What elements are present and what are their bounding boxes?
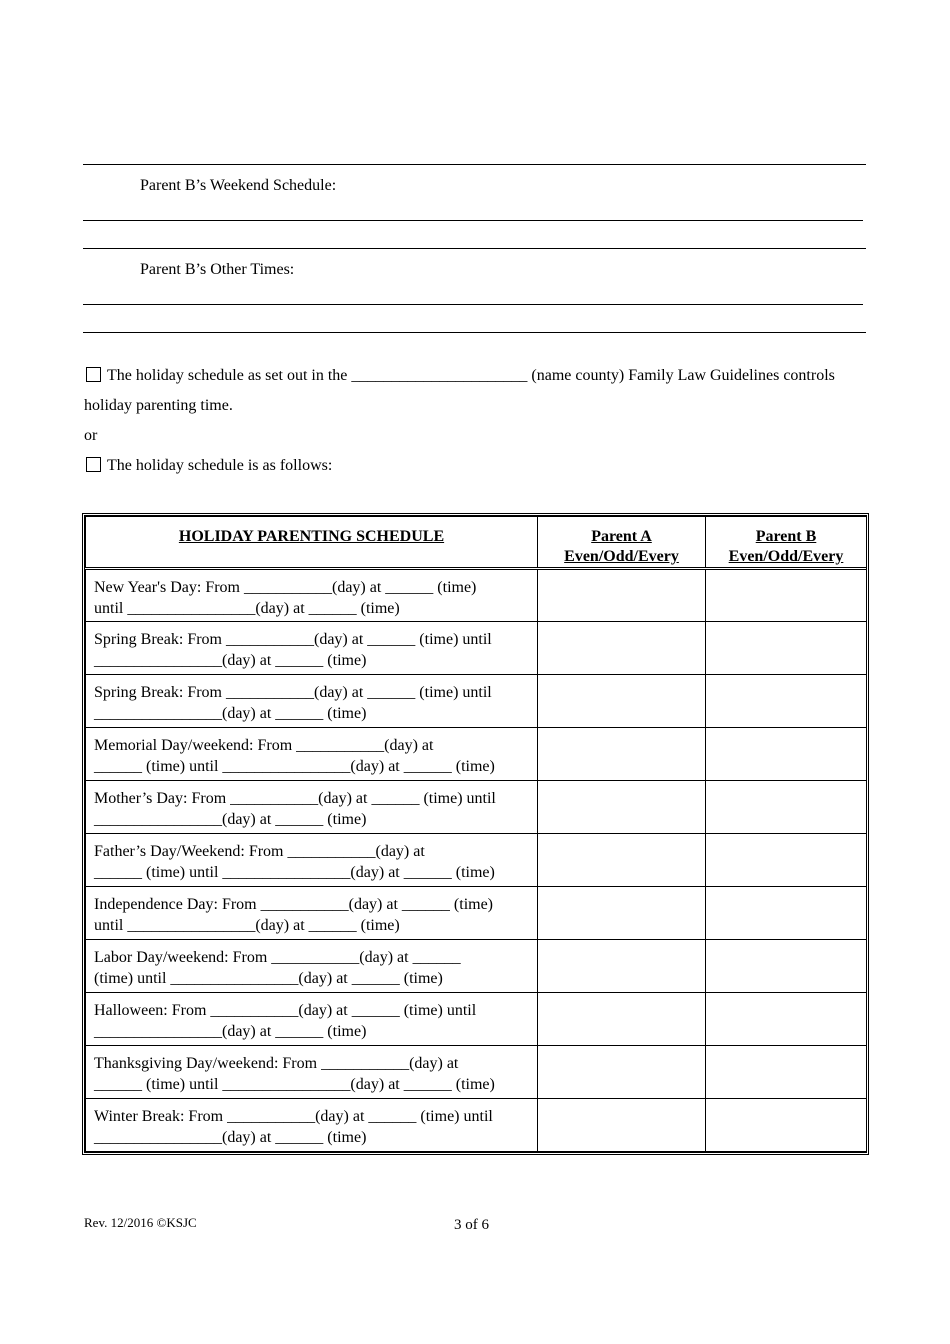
parent-a-cell[interactable] <box>538 887 706 940</box>
county-guidelines-text-cont: holiday parenting time. <box>84 397 233 414</box>
or-text: or <box>84 427 98 444</box>
holiday-line-2: ________________(day) at ______ (time) <box>94 1128 367 1146</box>
parent-b-cell[interactable] <box>706 940 867 993</box>
custom-schedule-text: The holiday schedule is as follows: <box>107 457 333 474</box>
parent-a-cell[interactable] <box>538 569 706 622</box>
parent-a-label: Parent A <box>591 528 652 545</box>
holiday-line-2: ______ (time) until ________________(day) at ______ (time) <box>94 1075 495 1093</box>
parent-b-cell[interactable] <box>706 569 867 622</box>
parent-b-cell[interactable] <box>706 993 867 1046</box>
parent-a-cell[interactable] <box>538 728 706 781</box>
parent-b-cell[interactable] <box>706 1046 867 1099</box>
holiday-line-2: ______ (time) until ________________(day) at ______ (time) <box>94 757 495 775</box>
holiday-line-2: ________________(day) at ______ (time) <box>94 1022 367 1040</box>
table-row <box>86 940 867 993</box>
holiday-line-1: Independence Day: From ___________(day) at ______ (time) <box>94 896 494 913</box>
parent-a-cell[interactable] <box>538 834 706 887</box>
holiday-line-1: Winter Break: From ___________(day) at ______ (time) until <box>94 1108 493 1125</box>
custom-schedule-checkbox[interactable] <box>86 457 101 472</box>
parent-a-cell[interactable] <box>538 622 706 675</box>
parent-b-cell[interactable] <box>706 728 867 781</box>
holiday-description <box>86 622 538 675</box>
table-row <box>86 834 867 887</box>
parent-a-header <box>538 517 706 569</box>
parent-a-cell[interactable] <box>538 781 706 834</box>
county-guidelines-text: The holiday schedule as set out in the ______________________ (name county) Family Law Guidelines controls <box>107 367 835 384</box>
holiday-description <box>86 1046 538 1099</box>
parent-a-sub: Even/Odd/Every <box>564 548 679 565</box>
holiday-line-2: ______ (time) until ________________(day) at ______ (time) <box>94 863 495 881</box>
parent-b-cell[interactable] <box>706 622 867 675</box>
holiday-line-2: ________________(day) at ______ (time) <box>94 810 367 828</box>
holiday-description <box>86 569 538 622</box>
holiday-line-1: Halloween: From ___________(day) at ______ (time) until <box>94 1002 477 1019</box>
table-row <box>86 1046 867 1099</box>
table-row <box>86 728 867 781</box>
holiday-line-1: Memorial Day/weekend: From ___________(day) at <box>94 737 434 754</box>
parent-b-cell[interactable] <box>706 1099 867 1152</box>
parent-a-cell[interactable] <box>538 1099 706 1152</box>
fill-line-4[interactable] <box>83 304 863 305</box>
county-guidelines-checkbox[interactable] <box>86 367 101 382</box>
holiday-line-1: Mother’s Day: From ___________(day) at ______ (time) until <box>94 790 496 807</box>
holiday-description <box>86 1099 538 1152</box>
holiday-description <box>86 675 538 728</box>
holiday-line-2: until ________________(day) at ______ (time) <box>94 916 400 934</box>
holiday-header: HOLIDAY PARENTING SCHEDULE <box>86 517 538 569</box>
holiday-description <box>86 728 538 781</box>
page-number: 3 of 6 <box>454 1217 489 1233</box>
table-row <box>86 622 867 675</box>
table-row <box>86 887 867 940</box>
holiday-line-1: Thanksgiving Day/weekend: From ___________(day) at <box>94 1055 459 1072</box>
holiday-description <box>86 887 538 940</box>
fill-line-1[interactable] <box>83 164 866 165</box>
holiday-line-1: New Year's Day: From ___________(day) at ______ (time) <box>94 579 477 596</box>
holiday-line-1: Spring Break: From ___________(day) at ______ (time) until <box>94 684 492 701</box>
weekend-schedule-label: Parent B’s Weekend Schedule: <box>140 177 337 194</box>
fill-line-3[interactable] <box>83 248 866 249</box>
parent-b-label: Parent B <box>755 528 817 545</box>
holiday-line-1: Spring Break: From ___________(day) at ______ (time) until <box>94 631 492 648</box>
parent-b-cell[interactable] <box>706 781 867 834</box>
holiday-line-2: ________________(day) at ______ (time) <box>94 651 367 669</box>
holiday-line-2: until ________________(day) at ______ (time) <box>94 599 400 617</box>
holiday-line-1: Father’s Day/Weekend: From ___________(day) at <box>94 843 425 860</box>
parent-b-sub: Even/Odd/Every <box>728 548 844 565</box>
parent-a-cell[interactable] <box>538 1046 706 1099</box>
table-row <box>86 675 867 728</box>
holiday-description <box>86 940 538 993</box>
revision-footer: Rev. 12/2016 ©KSJC <box>84 1215 197 1230</box>
parent-b-header <box>706 517 867 569</box>
table-row <box>86 569 867 622</box>
holiday-schedule-table <box>82 513 869 1155</box>
holiday-description <box>86 993 538 1046</box>
parent-b-cell[interactable] <box>706 675 867 728</box>
parent-a-cell[interactable] <box>538 675 706 728</box>
holiday-description <box>86 781 538 834</box>
table-row <box>86 993 867 1046</box>
parent-a-cell[interactable] <box>538 940 706 993</box>
fill-line-5[interactable] <box>83 332 866 333</box>
table-header-row <box>86 517 867 569</box>
holiday-line-1: Labor Day/weekend: From ___________(day) at ______ <box>94 949 461 966</box>
table-row <box>86 781 867 834</box>
holiday-line-2: ________________(day) at ______ (time) <box>94 704 367 722</box>
parent-b-cell[interactable] <box>706 887 867 940</box>
fill-line-2[interactable] <box>83 220 863 221</box>
holiday-line-2: (time) until ________________(day) at ______ (time) <box>94 969 443 987</box>
holiday-description <box>86 834 538 887</box>
parent-b-cell[interactable] <box>706 834 867 887</box>
table-row <box>86 1099 867 1152</box>
other-times-label: Parent B’s Other Times: <box>140 261 295 278</box>
parent-a-cell[interactable] <box>538 993 706 1046</box>
